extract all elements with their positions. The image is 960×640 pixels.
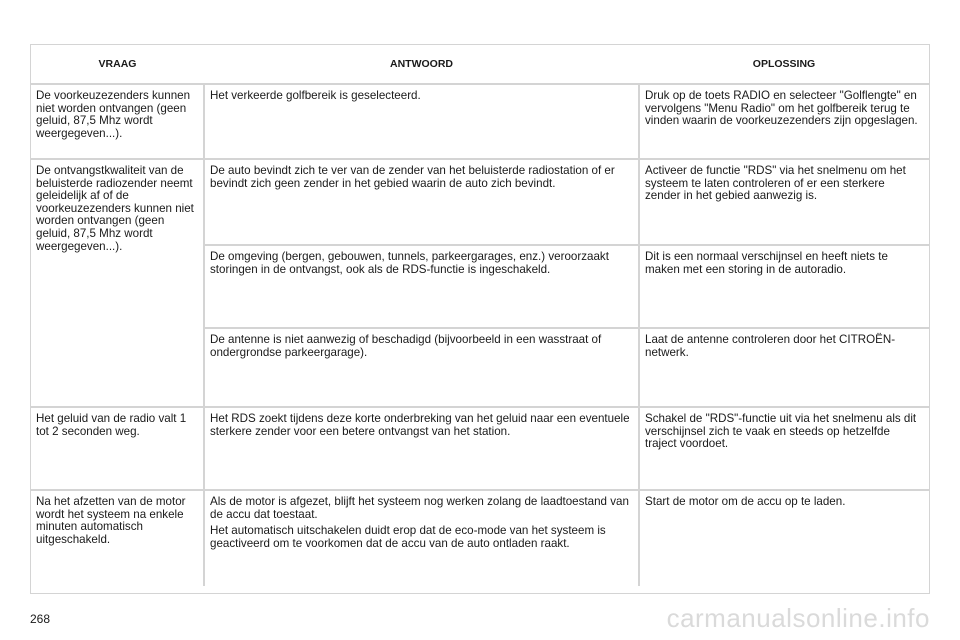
question-cell bbox=[31, 159, 204, 407]
answer-cell bbox=[204, 84, 639, 159]
solution-text: Activeer de functie "RDS" via het snelmenu om het systeem te laten controleren of er een sterkere zender in het gebied aanwezig is. bbox=[645, 164, 906, 203]
question-cell bbox=[31, 84, 204, 159]
answer-cell bbox=[204, 490, 639, 586]
solution-cell bbox=[639, 490, 929, 586]
solution-text: Start de motor om de accu op te laden. bbox=[645, 495, 846, 508]
answer-cell bbox=[204, 328, 639, 407]
answer-text: Het verkeerde golfbereik is geselecteerd. bbox=[210, 89, 421, 102]
watermark: carmanualsonline.info bbox=[666, 603, 930, 633]
table-row bbox=[31, 407, 929, 490]
answer-text: Als de motor is afgezet, blijft het systeem nog werken zolang de laadtoestand van de accu dat toestaat. bbox=[210, 495, 629, 521]
table-row bbox=[31, 490, 929, 586]
answer-text: De auto bevindt zich te ver van de zender van het beluisterde radiostation of er bevindt zich geen zender in het gebied waarin de auto zich bevindt. bbox=[210, 164, 615, 190]
troubleshooting-table bbox=[30, 44, 930, 594]
question-text: De voorkeuzezenders kunnen niet worden ontvangen (geen geluid, 87,5 Mhz wordt weergegeven...). bbox=[36, 89, 191, 140]
solution-text: Druk op de toets RADIO en selecteer "Golflengte" en vervolgens "Menu Radio" om het golfbereik terug te vinden waarin de voorkeuzezenders zijn opgeslagen. bbox=[645, 89, 918, 128]
answer-text: Het RDS zoekt tijdens deze korte onderbreking van het geluid naar een eventuele sterkere zender voor een betere ontvangst van het station. bbox=[210, 412, 630, 438]
solution-cell bbox=[639, 407, 929, 490]
answer-text: De omgeving (bergen, gebouwen, tunnels, parkeergarages, enz.) veroorzaakt storingen in de ontvangst, ook als de RDS-functie is ingeschakeld. bbox=[210, 250, 609, 276]
column-header-question: VRAAG bbox=[31, 45, 204, 84]
solution-text: Dit is een normaal verschijnsel en heeft niets te maken met een storing in de autoradio. bbox=[645, 250, 888, 276]
table-row bbox=[31, 159, 929, 245]
solution-cell bbox=[639, 245, 929, 328]
question-text: Na het afzetten van de motor wordt het systeem na enkele minuten automatisch uitgeschakeld. bbox=[36, 495, 186, 546]
table-row bbox=[31, 84, 929, 159]
solution-cell bbox=[639, 84, 929, 159]
solution-text: Laat de antenne controleren door het CITROËN-netwerk. bbox=[645, 333, 896, 359]
answer-text: De antenne is niet aanwezig of beschadigd (bijvoorbeeld in een wasstraat of ondergrondse parkeergarage). bbox=[210, 333, 602, 359]
answer-cell bbox=[204, 159, 639, 245]
solution-cell bbox=[639, 328, 929, 407]
question-cell bbox=[31, 490, 204, 586]
question-text: De ontvangstkwaliteit van de beluisterde radiozender neemt geleidelijk af of de voorkeuzezenders kunnen niet worden ontvangen (geen geluid, 87,5 Mhz wordt weergegeven...). bbox=[36, 164, 194, 253]
question-cell bbox=[31, 407, 204, 490]
page-number: 268 bbox=[30, 612, 51, 626]
column-header-solution: OPLOSSING bbox=[639, 45, 929, 84]
answer-cell bbox=[204, 407, 639, 490]
solution-cell bbox=[639, 159, 929, 245]
column-header-answer: ANTWOORD bbox=[204, 45, 639, 84]
table-header-row bbox=[31, 45, 929, 84]
answer-text: Het automatisch uitschakelen duidt erop dat de eco-mode van het systeem is geactiveerd om te voorkomen dat de accu van de auto ontladen raakt. bbox=[210, 524, 606, 550]
solution-text: Schakel de "RDS"-functie uit via het snelmenu als dit verschijnsel zich te vaak en steeds op hetzelfde traject voordoet. bbox=[645, 412, 917, 451]
question-text: Het geluid van de radio valt 1 tot 2 seconden weg. bbox=[36, 412, 187, 438]
answer-cell bbox=[204, 245, 639, 328]
